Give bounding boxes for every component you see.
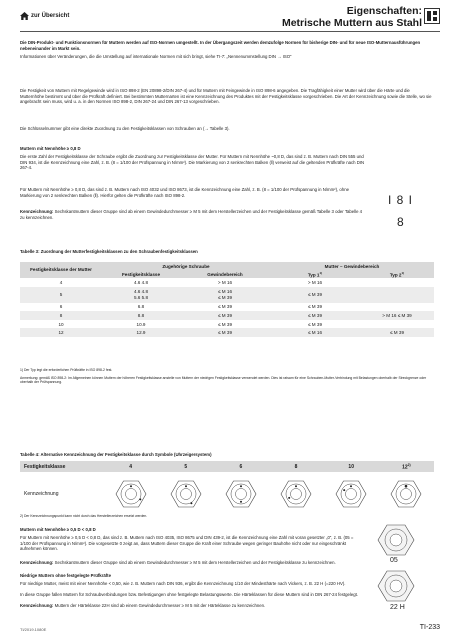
- marking-example-05: 05: [390, 557, 398, 564]
- section3-heading: Niedrige Muttern ohne festgelegte Prüfkräfte: [20, 573, 111, 578]
- table-row: 10 10.9 ≤ M 39 ≤ M 39: [58, 321, 322, 327]
- table4-class-10: 10: [324, 461, 379, 472]
- table3-footnote-2: Anmerkung: gemäß ISO 898-2: Im Allgemeinen können Muttern der höheren Festigkeitsklasse anstelle von Muttern der niedrigen Festigkeitsklasse verwendet werden. Dies ist ratsam für eine Schrauben-Mutter-Verbindung mit Belastungen oberhalb der Streckgrenze oder oberhalb der Prüfspannung.: [20, 376, 427, 385]
- brand-logo: [424, 8, 440, 24]
- table4-header-row: [20, 461, 434, 472]
- table-row: 8 8.8 ≤ M 39 ≤ M 39 > M 16 ≤ M 39: [20, 311, 434, 320]
- intro-paragraph-3: Die Festigkeit von Muttern mit Regelgewinde wird in ISO 898-2 (EN 20898-2/DIN 267-4) und für Muttern mit Feingewinde in ISO 898-6 angegeben. Die Tragfähigkeit einer Mutter wird über die Härte und die Mutternhöhe bestimmt und über die Prüfkraft definiert. Bei bestimmten Mutternarten ist eine Kennzeichnung des Produktes mit der Festigkeitsklasse vorgeschrieben. Die Art der Kennzeichnung sowie die Stelle, wo sie angebracht sein muss, wird u. a. in den Normen ISO 898-2, DIN 267-24 und DIN 267-13 vorgeschrieben.: [20, 88, 432, 105]
- table3-header-bolt: Zugehörige Schraube: [102, 262, 270, 270]
- section1-paragraph-1: Die erste Zahl der Festigkeitsklasse der Schraube ergibt die Zuordnung zur Festigkeitsklasse der Mutter. Für Muttern mit Nennhöhe ~0,8 D, das sind z. B. Muttern nach DIN 555 und DIN 934, ist die Kennzeichnung eine Zahl, z. B. (8 = 1/100 der Prüfspannung in N/mm²). Die Markierung von 2 senkrechten Balken (‖) verweist auf die geltenden Prüfkräfte nach DIN 267-4.: [20, 154, 365, 171]
- table3-header-type2: Typ 2$^{1)}$: [360, 270, 434, 278]
- nut-symbol-6: [213, 472, 268, 516]
- intro-paragraph-2: Informationen über Veränderungen, die die Umstellung auf internationale Normen mit sich bringt, siehe TI-7: „Nennenummstellung DIN → ISO“: [20, 54, 292, 59]
- section1-marking-label: Kennzeichnung:: [20, 209, 54, 214]
- table4-symbol-row: [20, 472, 434, 516]
- nut-illustration-22h: [376, 570, 416, 607]
- table-row: 5 4.6 4.8 5.6 5.8 ≤ M 16 ≤ M 39 ≤ M 39: [20, 287, 434, 303]
- nut-symbol-10: [324, 472, 379, 516]
- table3-footnote-1: 1) Der Typ legt die erforderlichen Prüfkräfte in ISO 898-2 fest.: [20, 368, 113, 372]
- intro-paragraph-1: Die DIN-Produkt- und Funktionsnormen für Muttern werden auf ISO-Normen umgestellt. In der Übergangszeit werden demzufolge Normen für bisherige DIN- und für neue ISO-Mutternausführungen nebeneinander im Markt sein.: [20, 40, 421, 51]
- table3-header-thread: Gewindebereich: [180, 270, 270, 278]
- footer-code: TI/2019.1080E: [20, 627, 47, 632]
- marking-example-number: 8: [397, 215, 404, 229]
- intro-paragraph-4: Die Schlüsselnummer gibt eine direkte Zuordnung zu den Festigkeitsklassen von Schrauben an (→ Tabelle 3).: [20, 126, 230, 131]
- table-row: 6 6.8 ≤ M 39 ≤ M 39: [59, 304, 322, 310]
- table4-header-label: Festigkeitsklasse: [20, 461, 103, 472]
- table3-caption: Tabelle 3: Zuordnung der Mutterfestigkeitsklassen zu den Schraubenfestigkeitsklassen: [20, 249, 198, 254]
- table4-class-4: 4: [103, 461, 158, 472]
- nut-illustration-05: [376, 524, 416, 561]
- table4-row-label: Kennzeichnung: [24, 491, 59, 497]
- section3-paragraph-3: Kennzeichnung: Muttern der Härteklasse 22H sind ab einem Gewindedurchmesser ≥ M 5 mit der Härteklasse zu kennzeichnen.: [20, 603, 266, 608]
- table4-class-5: 5: [158, 461, 213, 472]
- marking-example-bars: I 8 I: [388, 193, 414, 207]
- table4-footnote: 2) Der Kennzeichnungspunkt kann nicht durch das Herstellerzeichen ersetzt werden.: [20, 514, 148, 518]
- section1-marking-text: Sechskantmuttern dieser Gruppe sind ab einem Gewindedurchmesser ≥ M 5 mit dem Herstellerzeichen und der Festigkeitsklasse gemäß Tabelle 3 oder Tabelle 4 zu kennzeichnen.: [20, 209, 363, 220]
- section2-paragraph-2: Kennzeichnung: Sechskantmuttern dieser Gruppe sind ab einem Gewindedurchmesser ≥ M 5 mit dem Herstellerzeichen und der Festigkeitsklasse zu kennzeichnen.: [20, 560, 336, 565]
- table4-class-6: 6: [213, 461, 268, 472]
- section2-paragraph-1: Für Muttern mit Nennhöhe ≥ 0,5 D < 0,8 D, das sind z. B. Muttern nach ISO 4035, ISO 8675 und DIN 439-2, ist die Kennzeichnung eine Zahl mit voran gesetzter „0“, z. B. (05 = 1/100 der Prüfspannung in N/mm²). Die vorgesetzte 0 zeigt an, dass Muttern dieser Gruppe die Kraft einer Schraube wegen geringer Bauhöhe nicht oder nur eingeschränkt aufnehmen können.: [20, 535, 354, 552]
- page-number: TI-233: [419, 624, 440, 631]
- back-label: zur Übersicht: [31, 13, 70, 19]
- table4-class-8: 8: [268, 461, 323, 472]
- nut-symbol-8: [268, 472, 323, 516]
- nut-symbol-12: [379, 472, 434, 516]
- back-to-overview-link[interactable]: [20, 12, 69, 20]
- table-row: 4 4.6 4.8 > M 16 > M 16: [59, 279, 323, 285]
- section3-paragraph-2: In diese Gruppe fallen Muttern für Schraubverbindungen bzw. Befestigungen ohne festgelegte Belastungswerte. Die Härteklassen für diese Muttern sind in DIN 267-24 festgelegt.: [20, 592, 358, 597]
- table3-header-nut-class: Festigkeitsklasse der Mutter: [20, 262, 102, 278]
- section1-paragraph-3: [20, 209, 365, 220]
- page-title-line1: Eigenschaften:: [346, 5, 422, 17]
- table3: [20, 262, 434, 337]
- nut-symbol-5: [158, 472, 213, 516]
- section2-heading: Muttern mit Nennhöhe ≥ 0,5 D < 0,8 D: [20, 527, 96, 532]
- nut-symbol-4: [103, 472, 158, 516]
- table4-caption: Tabelle 4: Alternative Kennzeichnung der Festigkeitsklasse durch Symbole (Uhrzeigersystem): [20, 452, 212, 457]
- table4-class-12: 12$^{2)}$: [379, 461, 434, 472]
- page-title: [282, 5, 422, 29]
- house-icon: [20, 12, 29, 20]
- section1-heading: Muttern mit Nennhöhe ≥ 0,8 D: [20, 146, 81, 151]
- header-divider: [20, 31, 440, 32]
- table-row: 12 12.9 ≤ M 39 ≤ M 16 ≤ M 39: [20, 328, 434, 337]
- section1-paragraph-2: Für Muttern mit Nennhöhe ≥ 0,8 D, das sind z. B. Muttern nach ISO 4032 und ISO 8673, ist die Kennzeichnung eine Zahl, z. B. (8 = 1/100 der Prüfspannung in N/mm²), ohne Markierung von 2 senkrechten Balken (‖). Hierfür gelten die Prüfkräfte nach ISO 898-2.: [20, 187, 349, 198]
- page-title-line2: Metrische Muttern aus Stahl: [281, 17, 422, 29]
- table3-header-bolt-class: Festigkeitsklasse: [102, 270, 180, 278]
- table3-header-row-1: [20, 262, 434, 270]
- table4: [20, 461, 434, 516]
- table3-header-type1: Typ 1$^{1)}$: [270, 270, 360, 278]
- marking-example-22h: 22 H: [390, 604, 405, 611]
- section3-paragraph-1: Für niedrige Mutter, meist mit einer Nennhöhe < 0,50, wie z. B. Muttern nach DIN 936, ergibt die Kennzeichnung 1/10 der Mindesthärte nach Vickers, z. B. 22 H (=220 HV).: [20, 581, 346, 586]
- table3-header-range: Mutter – Gewindebereich: [270, 262, 434, 270]
